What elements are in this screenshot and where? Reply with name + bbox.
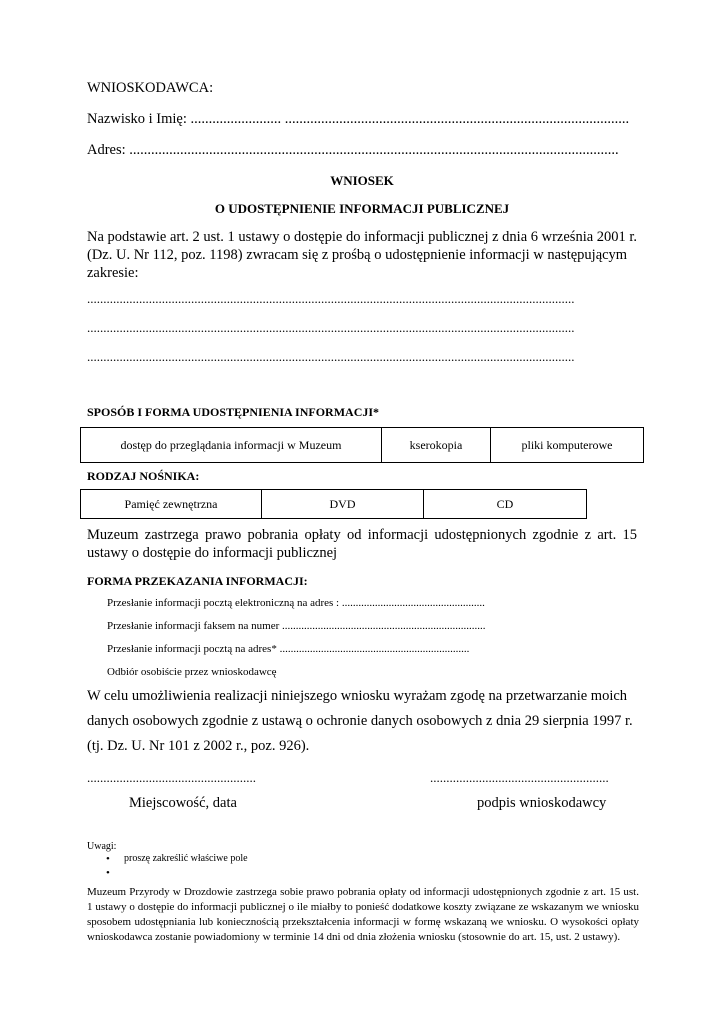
medium-heading: RODZAJ NOŚNIKA: (87, 469, 200, 483)
form-subtitle: O UDOSTĘPNIENIE INFORMACJI PUBLICZNEJ (214, 201, 510, 216)
fee-note: Muzeum zastrzega prawo pobrania opłaty od informacji udostępnionych zgodnie z art. 15 ustawy o dostępie do informacji publicznej (87, 527, 637, 561)
consent-line-2: danych osobowych zgodnie z ustawą o ochronie danych osobowych z dnia 29 sierpnia 1997 r. (87, 713, 633, 729)
medium-option-external[interactable]: Pamięć zewnętrzna (81, 490, 262, 518)
delivery-heading: FORMA PRZEKAZANIA INFORMACJI: (87, 574, 308, 588)
medium-option-dvd[interactable]: DVD (262, 490, 424, 518)
place-date-label: Miejscowość, data (129, 795, 237, 811)
method-option-files[interactable]: pliki komputerowe (521, 437, 613, 452)
intro-line-1: Na podstawie art. 2 ust. 1 ustawy o dostępie do informacji publicznej z dnia 6 września 2001 r. (87, 229, 638, 245)
method-options-table (80, 427, 644, 463)
scope-line-2[interactable]: ...................................................................................................................................................... (87, 320, 575, 335)
name-field[interactable]: Nazwisko i Imię: ......................... ............................................................................................... (87, 111, 630, 127)
notes-footer: Muzeum Przyrody w Drozdowie zastrzega sobie prawo pobrania opłaty od informacji udostępnionych zgodnie z art. 15 ust. 1 ustawy o dostępie do informacji publicznej o ile miałby to ponieść dodatkowe koszty związane ze wskazanym we wniosku sposobem udostępniania lub koniecznością przekształcenia informacji w formę wskazaną we wniosku. O wysokości opłaty wnioskodawca zostanie powiadomiony w terminie 14 dni od dnia złożenia wniosku (stosownie do art. 15, ust. 2 ustawy). (87, 886, 639, 943)
method-option-museum[interactable]: dostęp do przeglądania informacji w Muzeum (81, 428, 382, 462)
delivery-option-pickup[interactable]: Odbiór osobiście przez wnioskodawcę (107, 666, 277, 678)
address-field[interactable]: Adres: ....................................................................................................................................... (87, 142, 619, 158)
medium-option-cd[interactable]: CD (496, 496, 514, 511)
form-title: WNIOSEK (330, 173, 394, 188)
method-option-photocopy[interactable]: kserokopia (382, 428, 491, 462)
scope-line-1[interactable]: ...................................................................................................................................................... (87, 291, 575, 306)
place-date-field[interactable]: .................................................... (87, 770, 256, 785)
consent-line-3: (tj. Dz. U. Nr 101 z 2002 r., poz. 926). (87, 738, 310, 754)
notes-item-empty (102, 866, 248, 880)
notes-item: • proszę zakreślić właściwe pole (102, 852, 248, 866)
signature-label: podpis wnioskodawcy (477, 795, 607, 811)
intro-line-2: (Dz. U. Nr 112, poz. 1198) zwracam się z prośbą o udostępnienie informacji w następującym (87, 247, 628, 263)
applicant-heading: WNIOSKODAWCA: (87, 80, 214, 96)
signature-field[interactable]: ....................................................... (430, 770, 609, 785)
notes-heading: Uwagi: (87, 841, 117, 852)
medium-options-table (80, 489, 587, 519)
delivery-option-fax[interactable]: Przesłanie informacji faksem na numer .......................................................................... (107, 620, 486, 632)
consent-line-1: W celu umożliwienia realizacji niniejszego wniosku wyrażam zgodę na przetwarzanie moich (87, 688, 628, 704)
delivery-option-email[interactable]: Przesłanie informacji pocztą elektroniczną na adres : .................................................... (107, 597, 485, 609)
intro-line-3: zakresie: (87, 265, 139, 281)
scope-line-3[interactable]: ...................................................................................................................................................... (87, 349, 575, 364)
delivery-option-post[interactable]: Przesłanie informacji pocztą na adres* ..................................................................... (107, 643, 470, 655)
notes-list (102, 852, 248, 880)
method-heading: SPOSÓB I FORMA UDOSTĘPNIENIA INFORMACJI* (87, 405, 380, 419)
